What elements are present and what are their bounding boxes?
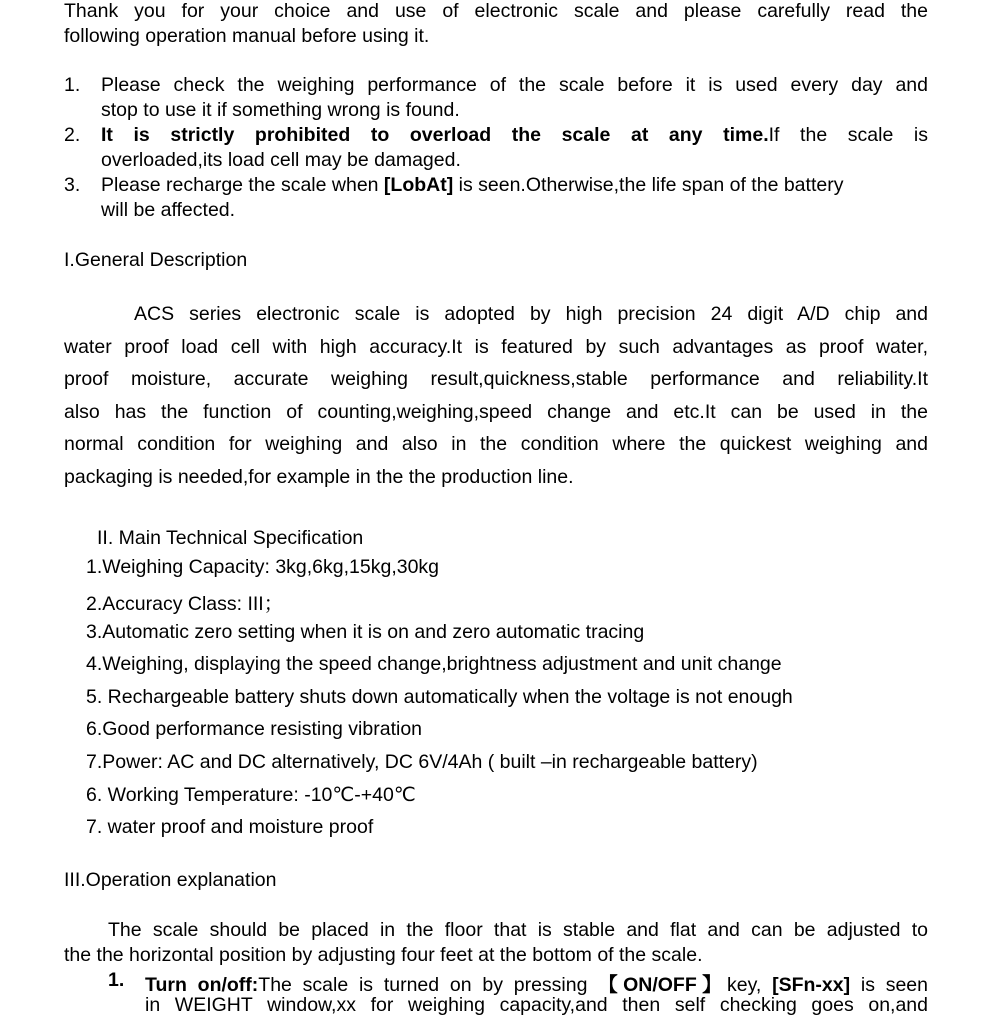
spec-item: 1.Weighing Capacity: 3kg,6kg,15kg,30kg [86,556,440,578]
section-heading-specification: II. Main Technical Specification [97,527,364,549]
lobat-code: [LobAt] [383,174,454,196]
precaution-text-line-1 [101,174,843,197]
spec-item: 7.Power: AC and DC alternatively, DC 6V/4Ah ( built –in rechargeable battery) [86,751,758,773]
precaution-number: 2. [64,124,81,146]
precaution-text-pre: Please recharge the scale when [101,174,384,196]
precaution-warning-bold: It is strictly prohibited to overload the scale at any time. [101,124,769,146]
spec-item: 6. Working Temperature: -10℃-+40℃ [86,784,416,806]
precaution-text-line-2: stop to use it if something wrong is found. [101,99,460,121]
step-line-2: in WEIGHT window,xx for weighing capacity,and then self checking goes on,and [145,994,928,1016]
precaution-number: 3. [64,174,81,196]
section-heading-general: I.General Description [64,249,248,271]
step-text-mid: key, [726,974,773,996]
step-line-1 [145,969,928,997]
precaution-text-line-1: Please check the weighing performance of the scale before it is used every day and [101,74,928,96]
spec-item: 2.Accuracy Class: III； [86,593,284,615]
paragraph-line: the the horizontal position by adjusting four feet at the bottom of the scale. [64,944,703,966]
step-text-pre: The scale is turned on by pressing [258,974,599,996]
paragraph-line: water proof load cell with high accuracy.It is featured by such advantages as proof water, [64,336,928,358]
paragraph-line: The scale should be placed in the floor that is stable and flat and can be adjusted to [108,919,928,941]
spec-item: 5. Rechargeable battery shuts down automatically when the voltage is not enough [86,686,793,708]
step-number: 1. [108,969,125,991]
paragraph-line: packaging is needed,for example in the the production line. [64,466,574,488]
spec-item: 4.Weighing, displaying the speed change,brightness adjustment and unit change [86,653,782,675]
intro-line-2: following operation manual before using it. [64,25,430,47]
intro-line-1: Thank you for your choice and use of electronic scale and please carefully read the [64,0,928,22]
spec-item: 6.Good performance resisting vibration [86,718,423,740]
precaution-text-rest: If the scale is [768,124,928,146]
paragraph-line: normal condition for weighing and also in the condition where the quickest weighing and [64,433,928,455]
step-text-post: is seen [850,974,928,996]
precaution-text-line-2: will be affected. [101,199,236,221]
paragraph-line: ACS series electronic scale is adopted by high precision 24 digit A/D chip and [134,303,928,325]
sfn-code: [SFn-xx] [772,974,851,996]
step-title: Turn on/off: [145,974,259,996]
precaution-text-post: is seen.Otherwise,the life span of the battery [453,174,844,196]
precaution-number: 1. [64,74,81,96]
precaution-text-line-2: overloaded,its load cell may be damaged. [101,149,461,171]
spec-item: 7. water proof and moisture proof [86,816,374,838]
paragraph-line: also has the function of counting,weighing,speed change and etc.It can be used in the [64,401,928,423]
paragraph-line: proof moisture, accurate weighing result,quickness,stable performance and reliability.It [64,368,928,390]
on-off-key: 【ON/OFF】 [598,974,727,996]
spec-item: 3.Automatic zero setting when it is on and zero automatic tracing [86,621,645,643]
section-heading-operation: III.Operation explanation [64,869,277,891]
precaution-text-line-1 [101,124,928,147]
